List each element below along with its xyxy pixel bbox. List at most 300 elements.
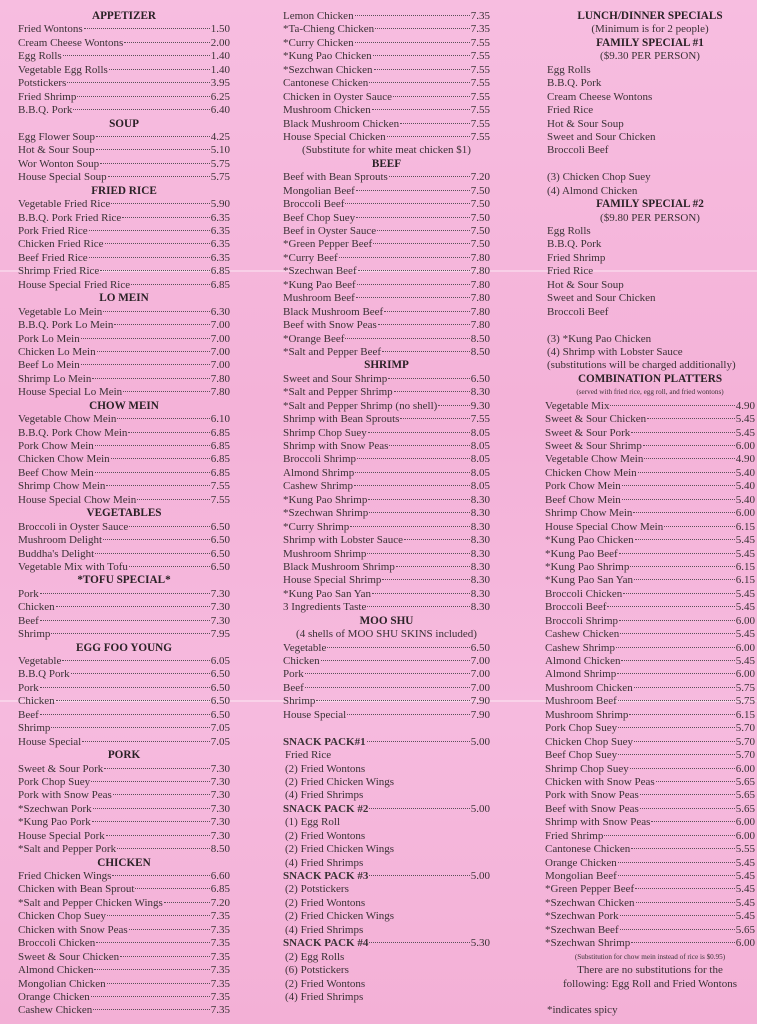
item-name: B.B.Q. Pork Chow Mein (18, 426, 128, 439)
item-price: 6.50 (210, 668, 230, 681)
dot-leader (73, 109, 209, 110)
dot-leader (356, 297, 470, 298)
item-name: Chicken (18, 695, 55, 708)
dot-leader (100, 270, 209, 271)
dot-leader (63, 55, 210, 56)
menu-item (545, 870, 755, 883)
item-name: *Salt and Pepper Pork (18, 843, 117, 856)
menu-item (18, 131, 230, 144)
dot-leader (630, 566, 734, 567)
item-price: 7.35 (470, 23, 490, 36)
item-price: 6.15 (735, 560, 755, 573)
menu-text-line: (4) Shrimp with Lobster Sauce (547, 345, 683, 358)
item-name: Chicken Chop Suey (545, 735, 633, 748)
item-name: Beef Chop Suey (545, 749, 618, 762)
dot-leader (651, 821, 734, 822)
item-name: Pork Lo Mein (18, 332, 80, 345)
menu-item (545, 400, 755, 413)
item-name: Shrimp with Lobster Sauce (283, 534, 404, 547)
item-name: SNACK PACK#1 (283, 735, 366, 748)
dot-leader (94, 969, 209, 970)
menu-item (545, 494, 755, 507)
item-name: *Kung Pao San Yan (545, 574, 634, 587)
item-name: B.B.Q. Pork Fried Rice (18, 211, 122, 224)
item-name: *Orange Beef (283, 332, 345, 345)
dot-leader (636, 902, 735, 903)
dot-leader (105, 243, 210, 244)
menu-item (18, 655, 230, 668)
item-price: 6.50 (210, 520, 230, 533)
item-name: Pork Chop Suey (18, 775, 91, 788)
menu-item (18, 91, 230, 104)
dot-leader (404, 539, 470, 540)
menu-item (18, 736, 230, 749)
menu-text-line: Broccoli Beef (547, 305, 609, 318)
item-name: *Curry Shrimp (283, 520, 350, 533)
item-price: 5.45 (735, 601, 755, 614)
item-name: Fried Wontons (18, 23, 83, 36)
dot-leader (109, 69, 210, 70)
item-price: 7.35 (210, 964, 230, 977)
item-price: 5.45 (735, 883, 755, 896)
item-name: *Kung Pao Chicken (283, 50, 372, 63)
dot-leader (643, 445, 735, 446)
menu-item (18, 480, 230, 493)
item-name: Vegetable Mix (545, 399, 610, 412)
item-name: Beef (18, 614, 39, 627)
dot-leader (91, 996, 210, 997)
item-name: Potstickers (18, 77, 67, 90)
spacer (545, 991, 755, 1004)
item-price: 5.65 (735, 775, 755, 788)
dot-leader (137, 499, 210, 500)
menu-item (545, 453, 755, 466)
item-price: 5.45 (735, 870, 755, 882)
dot-leader (95, 553, 210, 554)
dot-leader (128, 432, 209, 433)
dot-leader (81, 338, 210, 339)
dot-leader (104, 768, 210, 769)
section-heading: SOUP (109, 117, 139, 130)
menu-item (18, 789, 230, 802)
dot-leader (610, 405, 734, 406)
item-price: 6.00 (735, 829, 755, 842)
dot-leader (382, 351, 470, 352)
item-price: 7.80 (210, 372, 230, 385)
dot-leader (107, 915, 210, 916)
dot-leader (122, 217, 209, 218)
item-name: Mushroom Delight (18, 534, 103, 547)
dot-leader (106, 485, 209, 486)
menu-item (18, 682, 230, 695)
item-price: 8.30 (470, 560, 490, 573)
item-name: *Salt and Pepper Shrimp (283, 386, 393, 399)
dot-leader (388, 378, 470, 379)
item-name: Fried Shrimp (545, 829, 604, 842)
menu-item (18, 413, 230, 426)
item-name: Mongolian Beef (545, 870, 617, 882)
menu-item (18, 373, 230, 386)
item-price: 7.80 (210, 386, 230, 399)
item-name: House Special Chow Mein (18, 493, 137, 506)
item-name: *Green Pepper Beef (283, 238, 373, 251)
item-price: 5.40 (735, 480, 755, 493)
dot-leader (389, 176, 470, 177)
dot-leader (369, 512, 470, 513)
item-name: B.B.Q. Pork (18, 104, 73, 117)
menu-item (283, 480, 490, 493)
menu-text-line: (2) Egg Rolls (285, 950, 345, 963)
menu-text-line: Sweet and Sour Chicken (547, 292, 656, 305)
item-price: 7.00 (470, 655, 490, 667)
item-price: 7.55 (210, 480, 230, 493)
dot-leader (633, 512, 734, 513)
item-price: 7.35 (210, 950, 230, 963)
dot-leader (327, 647, 469, 648)
menu-item (283, 561, 490, 574)
dot-leader (664, 526, 735, 527)
section-heading: BEEF (371, 157, 402, 170)
menu-item (18, 803, 230, 816)
item-price: 7.55 (470, 117, 490, 130)
dot-leader (51, 633, 209, 634)
dot-leader (647, 418, 735, 419)
menu-item (18, 252, 230, 265)
menu-item (283, 91, 490, 104)
item-name: Vegetable (18, 655, 62, 667)
menu-item (545, 615, 755, 628)
item-name: Shrimp (18, 628, 51, 641)
menu-item (545, 937, 755, 950)
item-price: 7.35 (210, 977, 230, 990)
item-name: Beef with Snow Peas (283, 319, 377, 332)
item-name: Pork Chow Mein (18, 440, 94, 452)
item-price: 7.55 (470, 130, 490, 143)
item-price: 7.80 (470, 305, 490, 318)
item-price: 5.70 (735, 735, 755, 748)
item-name: 3 Ingredients Taste (283, 601, 367, 614)
dot-leader (95, 472, 210, 473)
item-price: 7.55 (470, 36, 490, 49)
item-price: 9.30 (470, 399, 490, 412)
dot-leader (91, 781, 210, 782)
menu-item (545, 695, 755, 708)
item-name: Shrimp Chow Mein (545, 507, 633, 520)
menu-item (283, 548, 490, 561)
menu-item (283, 682, 490, 695)
item-price: 8.30 (470, 507, 490, 520)
item-price: 8.50 (470, 332, 490, 345)
item-price: 8.05 (470, 480, 490, 493)
dot-leader (56, 700, 210, 701)
item-name: Chicken (18, 601, 55, 614)
dot-leader (92, 378, 209, 379)
dot-leader (354, 485, 470, 486)
item-price: 5.55 (735, 843, 755, 856)
item-price: 5.00 (470, 735, 490, 748)
menu-text-line: (2) Fried Wontons (285, 977, 366, 990)
item-price: 7.20 (470, 171, 490, 184)
menu-item (545, 897, 755, 910)
item-price: 7.55 (210, 493, 230, 506)
item-price: 6.25 (210, 90, 230, 103)
menu-item (283, 319, 490, 332)
menu-item (283, 373, 490, 386)
menu-text-line: (4) Fried Shrimps (285, 923, 364, 936)
menu-text-line: (4) Fried Shrimps (285, 789, 364, 802)
menu-item (283, 333, 490, 346)
menu-item (545, 655, 755, 668)
item-name: *Kung Pao Shrimp (283, 493, 368, 506)
item-price: 8.30 (470, 520, 490, 533)
dot-leader (369, 875, 469, 876)
item-price: 6.85 (210, 278, 230, 291)
menu-text-line: (3) *Kung Pao Chicken (547, 332, 652, 345)
item-name: Mushroom Shrimp (283, 547, 367, 560)
menu-item (18, 628, 230, 641)
item-price: 6.40 (210, 104, 230, 117)
item-name: Black Mushroom Chicken (283, 117, 400, 130)
menu-item (283, 185, 490, 198)
item-name: Mushroom Chicken (545, 681, 633, 694)
item-price: 6.35 (210, 251, 230, 264)
item-price: 8.30 (470, 534, 490, 547)
menu-text-line: B.B.Q. Pork (547, 77, 602, 90)
dot-leader (84, 28, 210, 29)
item-price: 8.30 (470, 587, 490, 600)
item-name: *Szechwan Pork (545, 910, 619, 923)
menu-item (545, 722, 755, 735)
menu-text-line: (3) Chicken Chop Suey (547, 171, 651, 184)
menu-item (283, 494, 490, 507)
section-heading: LO MEIN (99, 292, 149, 305)
dot-leader (368, 499, 469, 500)
item-price: 6.50 (210, 547, 230, 560)
menu-item (545, 843, 755, 856)
item-price: 7.00 (210, 332, 230, 345)
dot-leader (124, 42, 210, 43)
menu-item (18, 843, 230, 856)
item-name: Sweet & Sour Chicken (18, 950, 120, 963)
dot-leader (131, 284, 210, 285)
item-price: 8.05 (470, 440, 490, 452)
dot-leader (111, 203, 210, 204)
menu-item (545, 588, 755, 601)
menu-item (283, 265, 490, 278)
fine-print-note: (Substitution for chow mein instead of rice is $0.95) (574, 952, 726, 961)
dot-leader (51, 727, 209, 728)
menu-text-line: Fried Shrimp (547, 251, 606, 264)
menu-item (283, 238, 490, 251)
item-price: 7.90 (470, 695, 490, 708)
menu-text-line: (2) Fried Chicken Wings (285, 843, 395, 856)
menu-text-line: (1) Egg Roll (285, 816, 340, 829)
dot-leader (93, 1009, 210, 1010)
item-name: *Green Pepper Beef (545, 883, 635, 896)
dot-leader (108, 176, 210, 177)
item-price: 7.50 (470, 238, 490, 251)
item-name: *Szechwan Pork (18, 802, 92, 815)
dot-leader (377, 230, 470, 231)
item-name: *Szechwan Chicken (545, 896, 635, 909)
item-price: 5.40 (735, 493, 755, 506)
dot-leader (619, 620, 735, 621)
item-price: 5.65 (735, 789, 755, 802)
dot-leader (629, 714, 734, 715)
item-price: 8.50 (470, 345, 490, 358)
menu-item (545, 789, 755, 802)
dot-leader (89, 230, 210, 231)
snack-pack-item (283, 736, 490, 749)
menu-item (18, 238, 230, 251)
dot-leader (400, 418, 469, 419)
item-price: 7.30 (210, 829, 230, 842)
item-price: 4.25 (210, 130, 230, 143)
dot-leader (112, 875, 209, 876)
item-price: 5.75 (210, 157, 230, 170)
dot-leader (638, 472, 735, 473)
item-name: House Special Lo Mein (18, 386, 123, 399)
item-name: Chicken (283, 655, 320, 667)
dot-leader (345, 338, 469, 339)
item-name: House Special Chow Mein (545, 520, 664, 533)
menu-item (18, 23, 230, 36)
item-name: Broccoli Beef (283, 198, 345, 211)
item-name: Wor Wonton Soup (18, 157, 100, 170)
item-price: 5.00 (470, 802, 490, 815)
dot-leader (97, 351, 210, 352)
item-price: 7.35 (210, 923, 230, 936)
menu-item (283, 198, 490, 211)
item-price: 7.30 (210, 762, 230, 775)
menu-item (283, 77, 490, 90)
dot-leader (321, 660, 470, 661)
dot-leader (107, 983, 210, 984)
item-name: Broccoli Beef (545, 601, 607, 614)
item-name: Mushroom Beef (545, 695, 617, 708)
dot-leader (635, 888, 735, 889)
dot-leader (355, 472, 470, 473)
menu-item (283, 252, 490, 265)
item-name: Sweet & Sour Pork (545, 426, 631, 439)
dot-leader (373, 55, 470, 56)
item-name: Chicken Fried Rice (18, 238, 104, 251)
item-name: *Ta-Chieng Chicken (283, 23, 375, 36)
menu-text-line: (4) Fried Shrimps (285, 990, 364, 1003)
menu-item (545, 883, 755, 896)
item-name: Pork (18, 587, 39, 600)
item-price: 5.10 (210, 144, 230, 157)
menu-item (545, 776, 755, 789)
menu-text-line: Broccoli Beef (547, 144, 609, 157)
item-price: 5.45 (735, 655, 755, 667)
section-heading: SHRIMP (364, 359, 409, 372)
menu-text-line: Fried Rice (547, 104, 594, 117)
item-name: Sweet & Sour Chicken (545, 413, 647, 426)
dot-leader (438, 405, 469, 406)
section-heading: VEGETABLES (86, 507, 162, 520)
menu-item (283, 427, 490, 440)
dot-leader (106, 835, 210, 836)
menu-text-line: (4) Fried Shrimps (285, 856, 364, 869)
menu-text-line: Hot & Sour Soup (547, 117, 624, 130)
item-name: Shrimp (18, 722, 51, 735)
dot-leader (117, 848, 210, 849)
item-name: Beef Chop Suey (283, 211, 356, 224)
dot-leader (135, 888, 209, 889)
item-name: Mongolian Chicken (18, 977, 106, 990)
dot-leader (56, 606, 210, 607)
menu-text-line: (6) Potstickers (285, 964, 349, 977)
item-price: 7.00 (210, 319, 230, 332)
menu-item (545, 682, 755, 695)
menu-item (18, 978, 230, 991)
item-name: Orange Chicken (18, 990, 90, 1003)
menu-item (283, 64, 490, 77)
menu-item (545, 763, 755, 776)
item-price: 5.90 (210, 198, 230, 211)
snack-pack-item (283, 803, 490, 816)
item-price: 6.00 (735, 937, 755, 950)
menu-item (18, 561, 230, 574)
item-name: Mushroom Shrimp (545, 708, 629, 721)
item-price: 6.15 (735, 708, 755, 721)
item-name: Pork Chow Mein (545, 480, 621, 493)
menu-item (18, 333, 230, 346)
item-price: 5.45 (735, 413, 755, 426)
dot-leader (616, 647, 735, 648)
item-name: Lemon Chicken (283, 10, 354, 22)
item-name: Almond Chicken (18, 964, 94, 977)
menu-item (18, 776, 230, 789)
menu-item (18, 722, 230, 735)
menu-item (283, 521, 490, 534)
item-price: 5.65 (735, 923, 755, 936)
item-name: House Special Fried Rice (18, 278, 131, 291)
menu-text-line: B.B.Q. Pork (547, 238, 602, 251)
item-price: 8.50 (210, 843, 230, 856)
item-price: 4.90 (735, 399, 755, 412)
dot-leader (305, 687, 470, 688)
menu-item (18, 937, 230, 950)
item-price: 7.55 (470, 77, 490, 90)
item-name: Shrimp Chow Mein (18, 480, 106, 493)
item-price: 7.80 (470, 319, 490, 332)
dot-leader (619, 553, 735, 554)
menu-item (545, 803, 755, 816)
menu-item (283, 709, 490, 722)
item-name: Hot & Sour Soup (18, 144, 95, 157)
dot-leader (67, 82, 209, 83)
dot-leader (345, 203, 469, 204)
menu-item (545, 736, 755, 749)
item-price: 7.00 (470, 681, 490, 694)
item-name: Chicken Chow Mein (545, 466, 637, 479)
dot-leader (356, 217, 470, 218)
item-price: 6.00 (735, 440, 755, 452)
item-name: House Special Shrimp (283, 574, 382, 587)
section-heading: *TOFU SPECIAL* (77, 574, 171, 587)
menu-item (283, 400, 490, 413)
item-price: 5.30 (470, 937, 490, 950)
item-name: Buddha's Delight (18, 547, 95, 560)
item-name: Beef Chow Mein (18, 466, 94, 479)
menu-text-line: Sweet and Sour Chicken (547, 130, 656, 143)
item-name: Beef with Bean Sprouts (283, 171, 388, 184)
menu-text-line: Fried Rice (547, 265, 594, 278)
item-price: 7.30 (210, 789, 230, 802)
dot-leader (114, 324, 209, 325)
